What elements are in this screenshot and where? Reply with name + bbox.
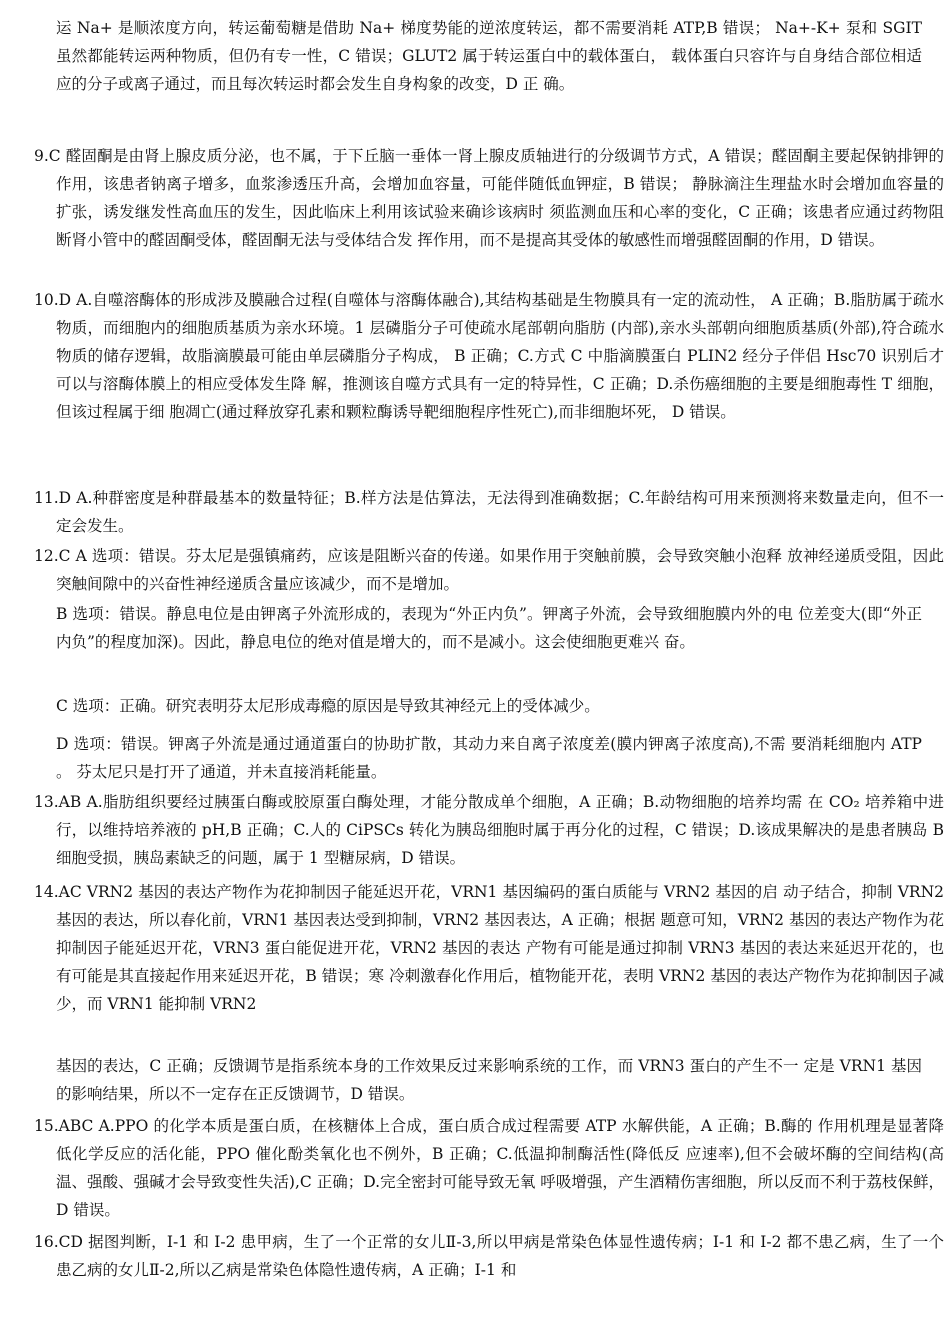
answer-12-option-d: D 选项：错误。钾离子外流是通过通道蛋白的协助扩散，其动力来自离子浓度差(膜内钾离子浓度高),不需 要消耗细胞内 ATP 。 芬太尼只是打开了通道，并未直接消耗能量。 — [56, 735, 922, 781]
answer-10: 10.D A.自噬溶酶体的形成涉及膜融合过程(自噬体与溶酶体融合),其结构基础是生物膜具有一定的流动性， A 正确；B.脂肪属于疏水物质，而细胞内的细胞质基质为亲水环境。1 层磷脂分子可使疏水尾部朝向脂肪 (内部),亲水头部朝向细胞质基质(外部),符合疏水物质的储存逻辑，故脂滴膜最可能由单层磷脂分子构成， B 正确；C.方式 C 中脂滴膜蛋白 PLIN2 经分子伴侣 Hsc70 识别后才可以与溶酶体膜上的相应受体发生降 解，推测该自噬方式具有一定的特异性，C 正确；D.杀伤癌细胞的主要是细胞毒性 T 细胞，但该过程属于细 胞凋亡(通过释放穿孔素和颗粒酶诱导靶细胞程序性死亡),而非细胞坏死， D 错误。 — [34, 291, 944, 421]
answer-9: 9.C 醛固酮是由肾上腺皮质分泌，也不属，于下丘脑一垂体一肾上腺皮质轴进行的分级调节方式，A 错误；醛固酮主要起保钠排钾的作用，该患者钠离子增多，血浆渗透压升高，会增加血容量，可能伴随低血钾症，B 错误； 静脉滴注生理盐水时会增加血容量的扩张，诱发继发性高血压的发生，因此临床上利用该试验来确诊该病时 须监测血压和心率的变化，C 正确；该患者应通过药物阻断肾小管中的醛固酮受体，醛固酮无法与受体结合发 挥作用，而不是提高其受体的敏感性而增强醛固酮的作用，D 错误。 — [34, 147, 944, 249]
answer-12-option-c: C 选项：正确。研究表明芬太尼形成毒瘾的原因是导致其神经元上的受体减少。 — [56, 697, 600, 715]
answer-14: 14.AC VRN2 基因的表达产物作为花抑制因子能延迟开花，VRN1 基因编码的蛋白质能与 VRN2 基因的启 动子结合，抑制 VRN2 基因的表达，所以春化前，VRN1 基因表达受到抑制，VRN2 基因表达，A 正确；根据 题意可知，VRN2 基因的表达产物作为花抑制因子能延迟开花，VRN3 蛋白能促进开花，VRN2 基因的表达 产物有可能是通过抑制 VRN3 基因的表达来延迟开花的，也有可能是其直接起作用来延迟开花，B 错误；寒 冷刺激春化作用后，植物能开花，表明 VRN2 基因的表达产物作为花抑制因子减少，而 VRN1 能抑制 VRN2 — [34, 883, 944, 1013]
answer-12: 12.C A 选项：错误。芬太尼是强镇痛药，应该是阻断兴奋的传递。如果作用于突触前膜，会导致突触小泡释 放神经递质受阻，因此突触间隙中的兴奋性神经递质含量应该减少，而不是增加。 — [34, 547, 944, 593]
answer-16: 16.CD 据图判断，I-1 和 I-2 患甲病，生了一个正常的女儿Ⅱ-3,所以甲病是常染色体显性遗传病；I-1 和 I-2 都不患乙病，生了一个患乙病的女儿Ⅱ-2,所以乙病是常染色体隐性遗传病，A 正确；I-1 和 — [34, 1233, 944, 1279]
answer-13: 13.AB A.脂肪组织要经过胰蛋白酶或胶原蛋白酶处理，才能分散成单个细胞，A 正确；B.动物细胞的培养均需 在 CO₂ 培养箱中进行，以维持培养液的 pH,B 正确；C.人的 CiPSCs 转化为胰岛细胞时属于再分化的过程，C 错误；D.该成果解决的是患者胰岛 B 细胞受损，胰岛素缺乏的问题，属于 1 型糖尿病，D 错误。 — [34, 793, 944, 867]
answer-14-continuation: 基因的表达，C 正确；反馈调节是指系统本身的工作效果反过来影响系统的工作，而 VRN3 蛋白的产生不一 定是 VRN1 基因的影响结果，所以不一定存在正反馈调节，D 错误。 — [56, 1057, 922, 1103]
answer-11: 11.D A.种群密度是种群最基本的数量特征；B.样方法是估算法，无法得到准确数据；C.年龄结构可用来预测将来数量走向，但不一定会发生。 — [34, 489, 944, 535]
answer-15: 15.ABC A.PPO 的化学本质是蛋白质，在核糖体上合成，蛋白质合成过程需要 ATP 水解供能，A 正确；B.酶的 作用机理是显著降低化学反应的活化能，PPO 催化酚类氧化也不例外，B 正确；C.低温抑制酶活性(降低反 应速率),但不会破坏酶的空间结构(高温、强酸、强碱才会导致变性失活),C 正确；D.完全密封可能导致无氧 呼吸增强，产生酒精伤害细胞，所以反而不利于荔枝保鲜，D 错误。 — [34, 1117, 944, 1219]
answer-12-option-b: B 选项：错误。静息电位是由钾离子外流形成的，表现为“外正内负”。钾离子外流，会导致细胞膜内外的电 位差变大(即“外正内负”的程度加深)。因此，静息电位的绝对值是增大的，而不是减小。这会使细胞更难兴 奋。 — [56, 605, 922, 651]
answer-8-continuation: 运 Na+ 是顺浓度方向，转运葡萄糖是借助 Na+ 梯度势能的逆浓度转运，都不需要消耗 ATP,B 错误； Na+-K+ 泵和 SGIT 虽然都能转运两种物质，但仍有专一性，C 错误；GLUT2 属于转运蛋白中的载体蛋白， 载体蛋白只容许与自身结合部位相适应的分子或离子通过，而且每次转运时都会发生自身构象的改变，D 正 确。 — [56, 19, 922, 93]
